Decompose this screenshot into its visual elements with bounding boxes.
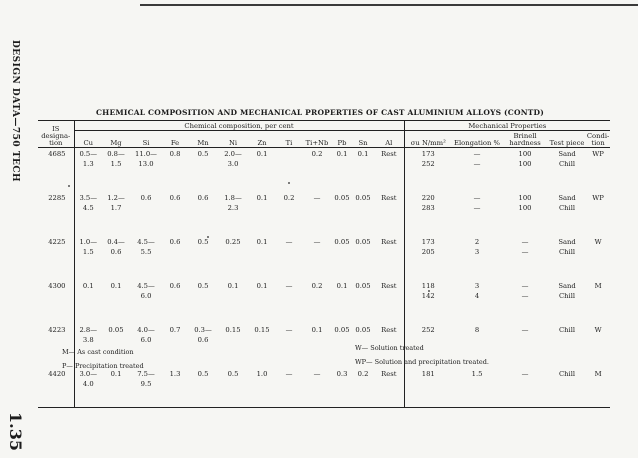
cell-tinb xyxy=(302,324,332,368)
cell-cu xyxy=(74,280,102,324)
fe-value: 0.6 xyxy=(169,194,181,202)
al-value: Rest xyxy=(381,150,397,158)
tensile-value: 173 xyxy=(421,238,435,246)
brinell-value: — xyxy=(521,282,529,290)
scan-speck xyxy=(68,185,70,187)
pb-value: 0.05 xyxy=(334,194,350,202)
mn-value-second: 0.6 xyxy=(197,336,209,344)
zn-value: 1.0 xyxy=(256,370,268,378)
cu-value: 2.8— xyxy=(79,326,98,334)
table-row xyxy=(38,280,610,324)
tensile-value: 173 xyxy=(421,150,435,158)
tensile-value-second: 252 xyxy=(421,160,435,168)
ni-value: 0.25 xyxy=(225,238,241,246)
cell-elongation xyxy=(452,192,502,236)
test-piece-value: Sand xyxy=(558,282,576,290)
is-value: 4300 xyxy=(48,282,66,290)
tinb-value: 0.1 xyxy=(311,326,323,334)
legend-precipitation: P— Precipitation treated xyxy=(62,362,144,370)
zn-value: 0.1 xyxy=(256,238,268,246)
elongation-value: 1.5 xyxy=(471,370,483,378)
cell-cu xyxy=(74,236,102,280)
sn-value: 0.05 xyxy=(355,282,371,290)
si-value-second: 13.0 xyxy=(138,160,154,168)
side-running-title: DESIGN DATA—750 TECH xyxy=(10,40,20,183)
cell-tinb xyxy=(302,368,332,408)
test-piece-value: Chill xyxy=(558,326,576,334)
cell-tinb xyxy=(302,280,332,324)
mn-value: 0.5 xyxy=(197,238,209,246)
cell-al xyxy=(374,148,404,193)
mg-value-second: 0.6 xyxy=(110,248,122,256)
ni-value: 1.8— xyxy=(224,194,242,202)
cell-pb xyxy=(332,324,352,368)
header-elongation: Elongation % xyxy=(452,131,502,148)
cell-cu xyxy=(74,192,102,236)
elongation-value-second: 4 xyxy=(474,292,480,300)
cell-condition xyxy=(586,324,610,368)
cell-sn xyxy=(352,192,374,236)
header-test-piece: Test piece xyxy=(548,131,586,148)
ni-value: 0.1 xyxy=(227,282,239,290)
cell-ti xyxy=(276,148,302,193)
test-piece-value-second: Chill xyxy=(558,248,576,256)
cell-elongation xyxy=(452,236,502,280)
cell-test-piece xyxy=(548,148,586,193)
tensile-value: 252 xyxy=(421,326,435,334)
si-value: 11.0— xyxy=(135,150,157,158)
cell-cu xyxy=(74,368,102,408)
zn-value: 0.1 xyxy=(256,282,268,290)
cell-tensile xyxy=(404,280,452,324)
ni-value: 2.0— xyxy=(224,150,242,158)
header-mn: Mn xyxy=(188,131,218,148)
pb-value: 0.3 xyxy=(336,370,348,378)
cell-sn xyxy=(352,368,374,408)
mn-value: 0.5 xyxy=(197,370,209,378)
cell-mn xyxy=(188,192,218,236)
mg-value: 0.4— xyxy=(107,238,125,246)
elongation-value-second: — xyxy=(473,204,481,212)
cell-brinell xyxy=(502,236,548,280)
cell-al xyxy=(374,368,404,408)
cell-pb xyxy=(332,280,352,324)
cell-is xyxy=(38,368,74,408)
cell-ti xyxy=(276,280,302,324)
pb-value: 0.05 xyxy=(334,326,350,334)
is-value: 4225 xyxy=(48,238,66,246)
brinell-value: — xyxy=(521,238,529,246)
cell-brinell xyxy=(502,324,548,368)
header-chemical-composition: Chemical composition, per cent xyxy=(74,121,404,131)
cell-si xyxy=(130,148,162,193)
cell-sn xyxy=(352,236,374,280)
si-value: 0.6 xyxy=(140,194,152,202)
cell-mn xyxy=(188,324,218,368)
condition-value: M xyxy=(594,282,602,290)
fe-value: 0.6 xyxy=(169,238,181,246)
table-row xyxy=(38,236,610,280)
tinb-value: — xyxy=(313,238,321,246)
mg-value: 0.05 xyxy=(108,326,124,334)
cell-test-piece xyxy=(548,324,586,368)
elongation-value: 8 xyxy=(474,326,480,334)
ni-value-second: 3.0 xyxy=(227,160,239,168)
legend-solution: W— Solution treated xyxy=(355,344,424,352)
cell-pb xyxy=(332,368,352,408)
header-mechanical-properties: Mechanical Properties xyxy=(404,121,610,131)
si-value: 4.5— xyxy=(137,238,155,246)
header-cu: Cu xyxy=(74,131,102,148)
cell-al xyxy=(374,280,404,324)
si-value-second: 6.0 xyxy=(140,292,152,300)
elongation-value-second: — xyxy=(473,160,481,168)
cell-mn xyxy=(188,368,218,408)
cell-ni xyxy=(218,236,248,280)
brinell-value-second: 100 xyxy=(518,160,532,168)
cell-mn xyxy=(188,280,218,324)
ti-value: — xyxy=(285,370,293,378)
cell-brinell xyxy=(502,192,548,236)
cu-value-second: 1.3 xyxy=(82,160,94,168)
tensile-value: 181 xyxy=(421,370,435,378)
cu-value: 3.5— xyxy=(79,194,98,202)
cell-zn xyxy=(248,236,276,280)
table-title: CHEMICAL COMPOSITION AND MECHANICAL PROPERTIES OF CAST ALUMINIUM ALLOYS (CONTD) xyxy=(96,108,544,117)
ti-value: 0.2 xyxy=(283,194,295,202)
cell-ni xyxy=(218,324,248,368)
ni-value: 0.15 xyxy=(225,326,241,334)
cell-pb xyxy=(332,148,352,193)
si-value: 4.0— xyxy=(137,326,155,334)
header-column-row xyxy=(38,131,610,148)
fe-value: 1.3 xyxy=(169,370,181,378)
ni-value-second: 2.3 xyxy=(227,204,239,212)
top-rule xyxy=(140,4,638,6)
header-mg: Mg xyxy=(102,131,130,148)
zn-value: 0.1 xyxy=(256,150,268,158)
brinell-value: 100 xyxy=(518,194,532,202)
cu-value: 1.0— xyxy=(79,238,98,246)
is-value: 4420 xyxy=(48,370,66,378)
cell-al xyxy=(374,236,404,280)
tinb-value: 0.2 xyxy=(311,282,323,290)
brinell-value-second: 100 xyxy=(518,204,532,212)
header-sn: Sn xyxy=(352,131,374,148)
tinb-value: — xyxy=(313,194,321,202)
cell-is xyxy=(38,280,74,324)
header-is-designation: IS designa-tion xyxy=(38,121,74,148)
si-value-second: 9.5 xyxy=(140,380,152,388)
mn-value: 0.3— xyxy=(194,326,212,334)
brinell-value: — xyxy=(521,326,529,334)
cu-value-second: 4.5 xyxy=(82,204,94,212)
brinell-value-second: — xyxy=(521,248,529,256)
cell-zn xyxy=(248,280,276,324)
cell-mg xyxy=(102,280,130,324)
cell-cu xyxy=(74,148,102,193)
test-piece-value: Sand xyxy=(558,238,576,246)
tensile-value: 220 xyxy=(421,194,435,202)
tinb-value: 0.2 xyxy=(311,150,323,158)
cell-ti xyxy=(276,236,302,280)
cu-value: 3.0— xyxy=(79,370,98,378)
cell-si xyxy=(130,192,162,236)
cell-is xyxy=(38,192,74,236)
cell-tinb xyxy=(302,236,332,280)
elongation-value: 2 xyxy=(474,238,480,246)
test-piece-value: Chill xyxy=(558,370,576,378)
cell-fe xyxy=(162,236,188,280)
table-row xyxy=(38,368,610,408)
elongation-value-second: 3 xyxy=(474,248,480,256)
cell-zn xyxy=(248,368,276,408)
cell-mn xyxy=(188,236,218,280)
header-tinb: Ti+Nb xyxy=(302,131,332,148)
elongation-value: 3 xyxy=(474,282,480,290)
cell-tensile xyxy=(404,236,452,280)
cell-mg xyxy=(102,236,130,280)
cell-test-piece xyxy=(548,280,586,324)
cell-si xyxy=(130,236,162,280)
test-piece-value: Sand xyxy=(558,194,576,202)
cell-test-piece xyxy=(548,236,586,280)
brinell-value: 100 xyxy=(518,150,532,158)
header-brinell: Brinell hardness xyxy=(502,131,548,148)
al-value: Rest xyxy=(381,370,397,378)
condition-value: W xyxy=(594,326,602,334)
mn-value: 0.6 xyxy=(197,194,209,202)
header-ni: Ni xyxy=(218,131,248,148)
ni-value: 0.5 xyxy=(227,370,239,378)
cell-ti xyxy=(276,192,302,236)
cell-fe xyxy=(162,192,188,236)
cell-brinell xyxy=(502,280,548,324)
tinb-value: — xyxy=(313,370,321,378)
is-value: 4685 xyxy=(48,150,66,158)
cell-condition xyxy=(586,280,610,324)
cell-mg xyxy=(102,148,130,193)
al-value: Rest xyxy=(381,326,397,334)
cell-condition xyxy=(586,368,610,408)
table-row xyxy=(38,192,610,236)
cell-ni xyxy=(218,192,248,236)
cell-ti xyxy=(276,368,302,408)
pb-value: 0.1 xyxy=(336,282,348,290)
cell-elongation xyxy=(452,148,502,193)
cell-mn xyxy=(188,148,218,193)
cell-brinell xyxy=(502,368,548,408)
brinell-value-second: — xyxy=(521,292,529,300)
cell-elongation xyxy=(452,368,502,408)
tensile-value-second: 142 xyxy=(421,292,435,300)
tensile-value: 118 xyxy=(421,282,435,290)
fe-value: 0.6 xyxy=(169,282,181,290)
cell-tensile xyxy=(404,192,452,236)
cell-zn xyxy=(248,192,276,236)
cell-ti xyxy=(276,324,302,368)
cell-zn xyxy=(248,148,276,193)
si-value-second: 6.0 xyxy=(140,336,152,344)
cu-value: 0.1 xyxy=(82,282,94,290)
header-zn: Zn xyxy=(248,131,276,148)
cell-mg xyxy=(102,192,130,236)
mg-value: 0.1 xyxy=(110,282,122,290)
cell-ni xyxy=(218,368,248,408)
elongation-value: — xyxy=(473,150,481,158)
ti-value: — xyxy=(285,282,293,290)
is-value: 4223 xyxy=(48,326,66,334)
header-si: Si xyxy=(130,131,162,148)
cu-value-second: 4.0 xyxy=(82,380,94,388)
scan-speck xyxy=(207,236,209,238)
table-row xyxy=(38,148,610,193)
sn-value: 0.1 xyxy=(357,150,369,158)
cell-fe xyxy=(162,148,188,193)
header-fe: Fe xyxy=(162,131,188,148)
pb-value: 0.05 xyxy=(334,238,350,246)
tensile-value-second: 283 xyxy=(421,204,435,212)
cell-si xyxy=(130,280,162,324)
legend-as-cast: M— As cast condition xyxy=(62,348,134,356)
cell-tensile xyxy=(404,368,452,408)
cell-ni xyxy=(218,148,248,193)
condition-value: M xyxy=(594,370,602,378)
cell-condition xyxy=(586,192,610,236)
elongation-value: — xyxy=(473,194,481,202)
condition-value: W xyxy=(594,238,602,246)
cu-value-second: 3.8 xyxy=(82,336,94,344)
cell-sn xyxy=(352,280,374,324)
test-piece-value-second: Chill xyxy=(558,160,576,168)
legend-solution-precipitation: WP— Solution and precipitation treated. xyxy=(355,358,489,366)
cell-tinb xyxy=(302,148,332,193)
pb-value: 0.1 xyxy=(336,150,348,158)
fe-value: 0.7 xyxy=(169,326,181,334)
sn-value: 0.05 xyxy=(355,194,371,202)
mg-value-second: 1.5 xyxy=(110,160,122,168)
cell-pb xyxy=(332,236,352,280)
cell-pb xyxy=(332,192,352,236)
zn-value: 0.1 xyxy=(256,194,268,202)
mg-value-second: 1.7 xyxy=(110,204,122,212)
si-value: 4.5— xyxy=(137,282,155,290)
tensile-value-second: 205 xyxy=(421,248,435,256)
cell-fe xyxy=(162,324,188,368)
cell-condition xyxy=(586,148,610,193)
page-number: 1.35 xyxy=(6,412,25,451)
brinell-value: — xyxy=(521,370,529,378)
cell-zn xyxy=(248,324,276,368)
sn-value: 0.2 xyxy=(357,370,369,378)
cell-condition xyxy=(586,236,610,280)
si-value-second: 5.5 xyxy=(140,248,152,256)
header-tensile: σu N/mm² xyxy=(404,131,452,148)
cu-value-second: 1.5 xyxy=(82,248,94,256)
cell-tinb xyxy=(302,192,332,236)
mg-value: 0.8— xyxy=(107,150,125,158)
cell-si xyxy=(130,368,162,408)
cell-elongation xyxy=(452,280,502,324)
cell-is xyxy=(38,236,74,280)
al-value: Rest xyxy=(381,194,397,202)
cu-value: 0.5— xyxy=(79,150,98,158)
cell-test-piece xyxy=(548,368,586,408)
cell-tensile xyxy=(404,148,452,193)
test-piece-value-second: Chill xyxy=(558,292,576,300)
cell-al xyxy=(374,192,404,236)
test-piece-value-second: Chill xyxy=(558,204,576,212)
al-value: Rest xyxy=(381,282,397,290)
sn-value: 0.05 xyxy=(355,326,371,334)
header-al: Al xyxy=(374,131,404,148)
sn-value: 0.05 xyxy=(355,238,371,246)
cell-ni xyxy=(218,280,248,324)
cell-brinell xyxy=(502,148,548,193)
scan-speck xyxy=(428,290,430,292)
cell-fe xyxy=(162,280,188,324)
mg-value: 0.1 xyxy=(110,370,122,378)
is-value: 2285 xyxy=(48,194,66,202)
cell-sn xyxy=(352,148,374,193)
condition-value: WP xyxy=(592,194,604,202)
test-piece-value: Sand xyxy=(558,150,576,158)
si-value: 7.5— xyxy=(137,370,155,378)
cell-fe xyxy=(162,368,188,408)
header-ti: Ti xyxy=(276,131,302,148)
al-value: Rest xyxy=(381,238,397,246)
mg-value: 1.2— xyxy=(107,194,125,202)
condition-value: WP xyxy=(592,150,604,158)
header-pb: Pb xyxy=(332,131,352,148)
fe-value: 0.8 xyxy=(169,150,181,158)
cell-test-piece xyxy=(548,192,586,236)
header-group-row xyxy=(38,121,610,131)
scan-speck xyxy=(288,182,290,184)
zn-value: 0.15 xyxy=(254,326,270,334)
ti-value: — xyxy=(285,326,293,334)
ti-value: — xyxy=(285,238,293,246)
header-condition: Condi-tion xyxy=(586,132,610,147)
mn-value: 0.5 xyxy=(197,282,209,290)
mn-value: 0.5 xyxy=(197,150,209,158)
cell-mg xyxy=(102,368,130,408)
